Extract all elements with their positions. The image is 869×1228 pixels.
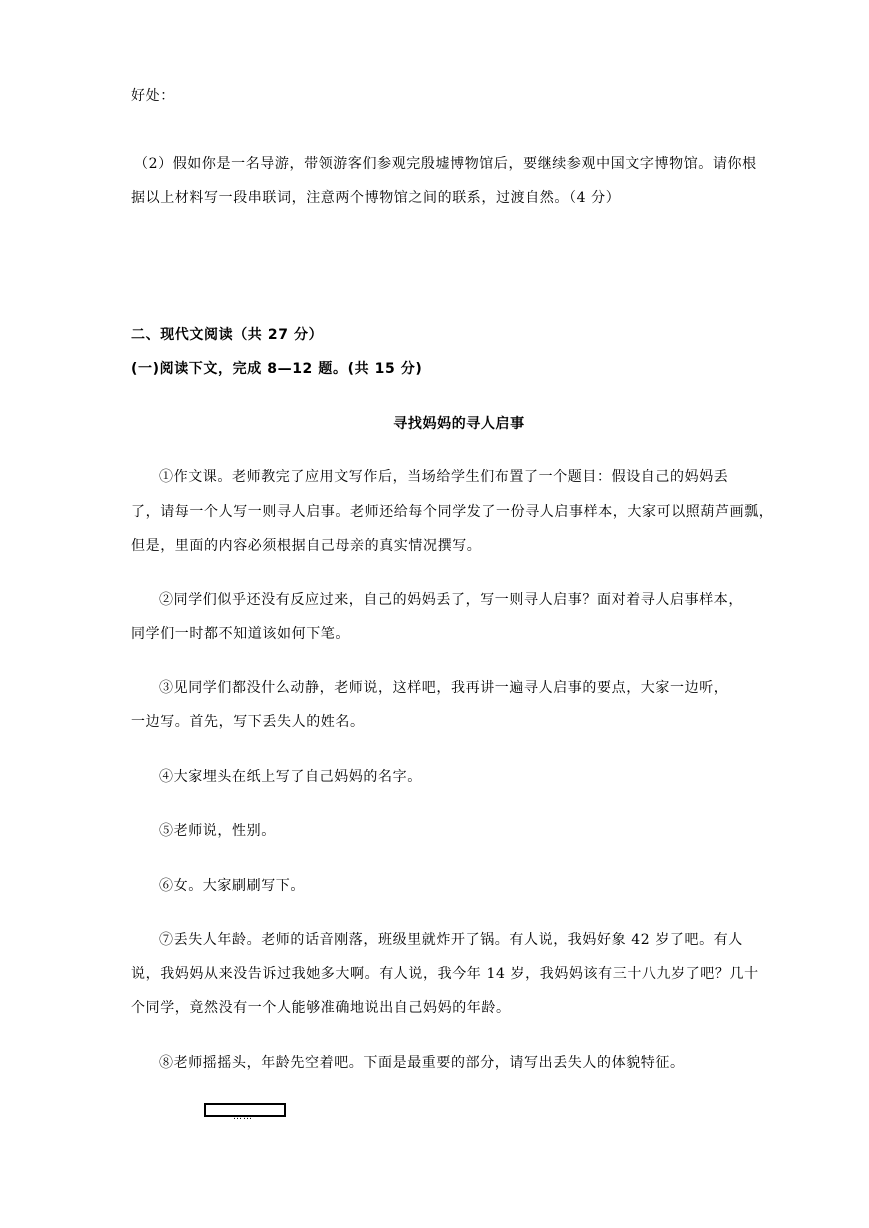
paragraph-1-line-2: 了，请每一个人写一则寻人启事。老师还给每个同学发了一份寻人启事样本，大家可以照葫芦画瓢， (131, 504, 774, 520)
paragraph-2-line-1: ②同学们似乎还没有反应过来，自己的妈妈丢了，写一则寻人启事？面对着寻人启事样本， (159, 592, 743, 608)
article-title: 寻找妈妈的寻人启事 (393, 416, 525, 432)
paragraph-4-line-1: ④大家埋头在纸上写了自己妈妈的名字。 (159, 769, 422, 785)
paragraph-3-line-2: 一边写。首先，写下丢失人的姓名。 (131, 714, 365, 730)
paragraph-6-line-1: ⑥女。大家刷刷写下。 (159, 878, 305, 894)
paragraph-7-line-3: 个同学，竟然没有一个人能够准确地说出自己妈妈的年龄。 (131, 1000, 511, 1016)
question-2-line-2: 据以上材料写一段串联词，注意两个博物馆之间的联系，过渡自然。（4 分） (131, 190, 621, 206)
prev-answer-label: 好处： (131, 88, 175, 104)
section-2-heading: 二、现代文阅读（共 27 分） (131, 327, 324, 343)
paragraph-1-line-3: 但是，里面的内容必须根据自己母亲的真实情况撰写。 (131, 538, 482, 554)
stamp-dots: …… (233, 1112, 253, 1122)
subsection-1-heading: (一)阅读下文，完成 8—12 题。(共 15 分) (131, 361, 423, 377)
paragraph-3-line-1: ③见同学们都没什么动静，老师说，这样吧，我再讲一遍寻人启事的要点，大家一边听， (159, 680, 729, 696)
question-2-line-1: （2）假如你是一名导游，带领游客们参观完殷墟博物馆后，要继续参观中国文字博物馆。请你根 (134, 156, 757, 172)
paragraph-1-line-1: ①作文课。老师教完了应用文写作后，当场给学生们布置了一个题目：假设自己的妈妈丢 (159, 469, 729, 485)
paragraph-5-line-1: ⑤老师说，性别。 (159, 823, 276, 839)
paragraph-8-line-1: ⑧老师摇摇头，年龄先空着吧。下面是最重要的部分，请写出丢失人的体貌特征。 (159, 1055, 685, 1071)
paragraph-2-line-2: 同学们一时都不知道该如何下笔。 (131, 626, 350, 642)
paragraph-7-line-2: 说，我妈妈从来没告诉过我她多大啊。有人说，我今年 14 岁，我妈妈该有三十八九岁了吧？几十 (131, 966, 759, 982)
paragraph-7-line-1: ⑦丢失人年龄。老师的话音刚落，班级里就炸开了锅。有人说，我妈好象 42 岁了吧。有人 (159, 932, 743, 948)
